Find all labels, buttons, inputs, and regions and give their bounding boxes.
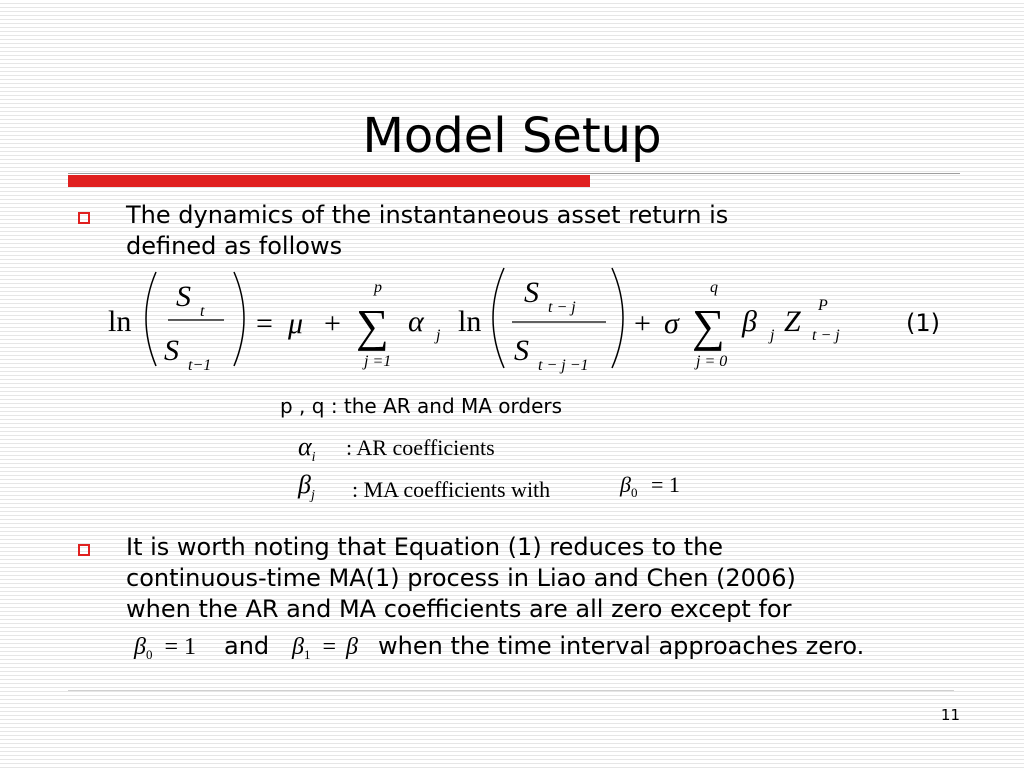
mu-symbol: μ bbox=[288, 307, 304, 340]
beta-j-symbol: $\beta_j$ bbox=[298, 470, 315, 503]
page-number: 11 bbox=[940, 706, 960, 724]
left-paren bbox=[493, 268, 504, 368]
bullet-1-line-1: The dynamics of the instantaneous asset return is bbox=[126, 201, 729, 229]
equals-sign: = bbox=[256, 307, 273, 340]
title-accent-bar bbox=[68, 175, 590, 187]
right-paren bbox=[612, 268, 623, 368]
bullet-2-line-2: continuous-time MA(1) process in Liao and Chen (2006) bbox=[126, 564, 796, 592]
and-text: and bbox=[224, 632, 270, 660]
equation-1 bbox=[96, 262, 896, 380]
Z-symbol: Z bbox=[784, 305, 801, 338]
footer-divider bbox=[68, 690, 954, 691]
beta-zero-equals-one: $\beta_0 = 1$ bbox=[134, 634, 196, 662]
plus-sign: + bbox=[324, 307, 341, 340]
bullet-2-line-4-tail: when the time interval approaches zero. bbox=[378, 632, 865, 660]
slide-title: Model Setup bbox=[362, 108, 662, 164]
sum-lower-limit: j =1 bbox=[364, 353, 392, 370]
alpha-i-symbol: $\alpha_i$ bbox=[298, 432, 316, 465]
bullet-square-icon bbox=[78, 544, 90, 556]
beta-one-equals-beta: $\beta_1 = \beta$ bbox=[292, 634, 358, 662]
t-subscript: t bbox=[200, 303, 205, 320]
ln-text: ln bbox=[108, 305, 132, 338]
S-denominator: S bbox=[514, 334, 529, 367]
right-paren bbox=[234, 272, 244, 366]
alpha-definition-text: : AR coefficients bbox=[346, 435, 495, 460]
bullet-2-line-3: when the AR and MA coefficients are all zero except for bbox=[126, 595, 792, 623]
S-denominator: S bbox=[164, 334, 179, 367]
beta-subscript-j: j bbox=[770, 327, 775, 344]
beta-symbol: β bbox=[742, 305, 757, 338]
equation-number: (1) bbox=[906, 309, 940, 337]
bullet-2-line-1: It is worth noting that Equation (1) reduces to the bbox=[126, 533, 724, 561]
bullet-1-line-2: defined as follows bbox=[126, 232, 343, 260]
ln-text: ln bbox=[458, 305, 482, 338]
sum-symbol: ∑ bbox=[356, 300, 389, 351]
sum-upper-limit-q: q bbox=[710, 279, 718, 296]
sum-lower-limit: j = 0 bbox=[696, 353, 728, 370]
pq-definition: p , q : the AR and MA orders bbox=[280, 394, 563, 418]
Z-superscript-P: P bbox=[818, 297, 828, 314]
sum-symbol: ∑ bbox=[692, 300, 725, 351]
alpha-subscript-j: j bbox=[436, 327, 441, 344]
t-minus-j-minus-1-subscript: t − j −1 bbox=[538, 357, 589, 374]
S-numerator: S bbox=[524, 276, 539, 309]
t-minus-j-subscript: t − j bbox=[548, 299, 576, 316]
beta-definition-text: : MA coefficients with bbox=[352, 477, 551, 502]
S-numerator: S bbox=[176, 280, 191, 313]
plus-sign: + bbox=[634, 307, 651, 340]
sum-upper-limit-p: p bbox=[374, 279, 382, 296]
alpha-symbol: α bbox=[408, 305, 424, 338]
title-divider bbox=[68, 173, 960, 174]
sigma-symbol: σ bbox=[664, 307, 679, 340]
bullet-square-icon bbox=[78, 212, 90, 224]
Z-subscript-t-minus-j: t − j bbox=[812, 327, 840, 344]
t-minus-1-subscript: t−1 bbox=[188, 357, 212, 374]
beta-zero-equals-one: $\beta_0 = 1$ bbox=[620, 472, 680, 500]
left-paren bbox=[146, 272, 156, 366]
